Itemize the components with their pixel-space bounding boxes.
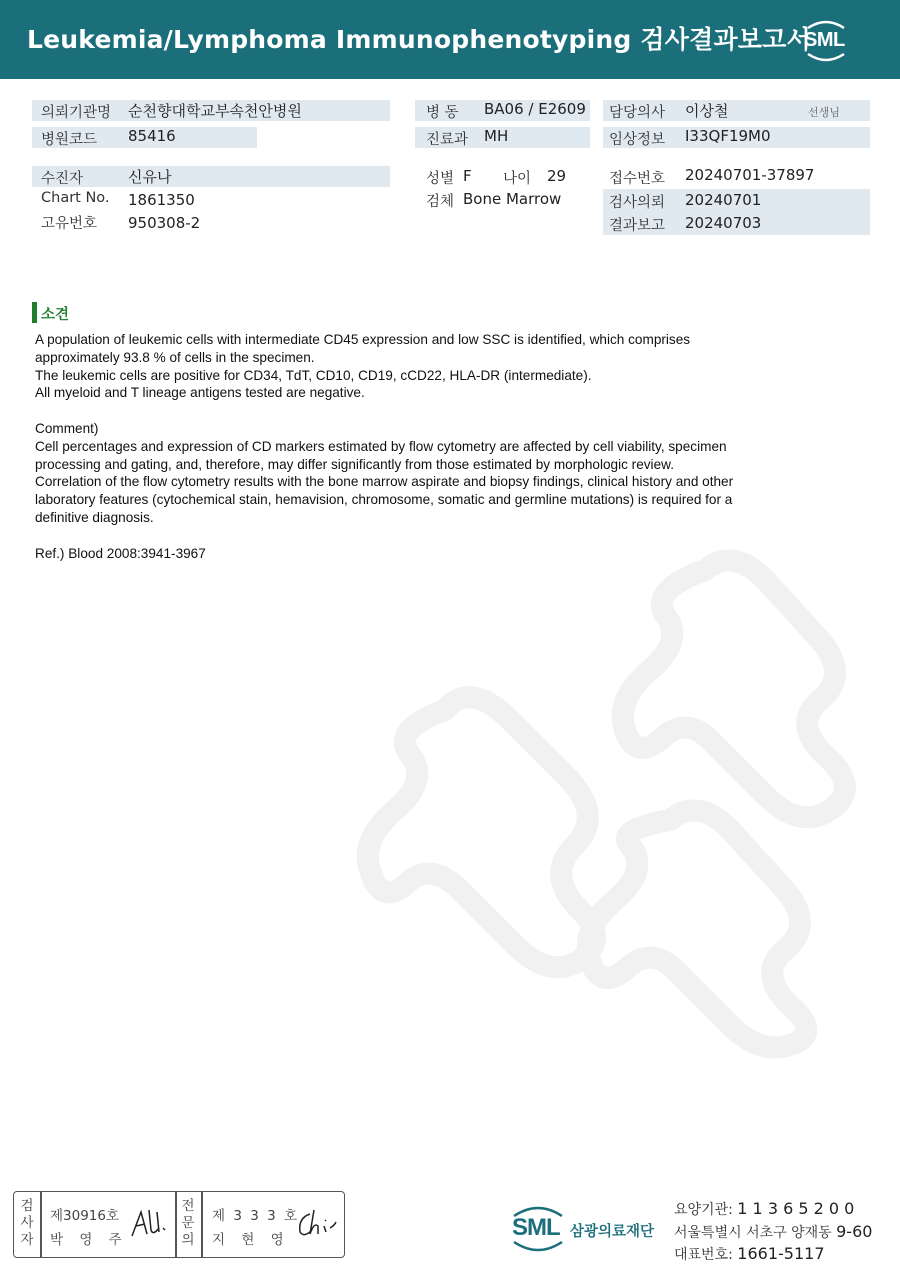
phone-label: 대표번호: <box>674 1247 733 1263</box>
examinee-value: 신유나 <box>128 168 172 186</box>
ward-label: 병 동 <box>426 105 459 121</box>
phone-value: 1661-5117 <box>737 1244 825 1263</box>
findings-title: 소견 <box>41 307 70 323</box>
findings-line: definitive diagnosis. <box>35 509 154 525</box>
findings-line: All myeloid and T lineage antigens tested are negative. <box>35 385 365 401</box>
findings-line: laboratory features (cytochemical stain, hemavision, chromosome, somatic and germline mutations) is required for a <box>35 492 733 508</box>
specimen-value: Bone Marrow <box>463 190 562 208</box>
hospital-code-label: 병원코드 <box>41 132 98 148</box>
footer-brand: 삼광의료재단 <box>570 1224 655 1240</box>
sex-value: F <box>463 167 472 185</box>
requesting-institution-value: 순천향대학교부속천안병원 <box>128 102 302 120</box>
tester-license: 제30916호 <box>50 1208 120 1224</box>
institution-no-value: 1 1 3 6 5 2 0 0 <box>737 1199 855 1218</box>
findings-line <box>35 402 825 420</box>
findings-body <box>35 331 825 562</box>
age-label: 나이 <box>503 171 532 187</box>
ward-value: BA06 / E2609 <box>484 100 586 118</box>
findings-line: The leukemic cells are positive for CD34, TdT, CD10, CD19, cCD22, HLA-DR (intermediate). <box>35 367 592 383</box>
specialist-label: 전 문 의 <box>181 1198 195 1248</box>
chart-no-value: 1861350 <box>128 191 195 209</box>
clinical-info-value: I33QF19M0 <box>685 127 771 145</box>
institution-no-label: 요양기관: <box>674 1202 733 1218</box>
section-accent-bar <box>32 302 37 323</box>
result-report-value: 20240703 <box>685 214 762 232</box>
doctor-value: 이상철 <box>685 102 729 120</box>
examinee-label: 수진자 <box>41 171 84 187</box>
footer-address <box>674 1222 872 1242</box>
doctor-label: 담당의사 <box>609 105 666 121</box>
signature-divider <box>40 1192 42 1257</box>
clinical-info-label: 임상정보 <box>609 132 666 148</box>
age-value: 29 <box>547 167 567 185</box>
specimen-label: 검체 <box>426 194 455 210</box>
sml-logo <box>800 14 852 66</box>
requesting-institution-label: 의뢰기관명 <box>41 105 112 121</box>
signature-divider <box>201 1192 203 1257</box>
tester-signature-icon <box>129 1206 169 1242</box>
unique-no-label: 고유번호 <box>41 216 98 232</box>
findings-line: Comment) <box>35 420 99 436</box>
tester-label: 검 사 자 <box>20 1198 34 1248</box>
specialist-license: 제 3 3 3 호 <box>212 1208 300 1224</box>
footer-phone <box>674 1244 825 1264</box>
chart-no-label: Chart No. <box>41 190 110 206</box>
test-request-value: 20240701 <box>685 191 762 209</box>
findings-line: Ref.) Blood 2008:3941-3967 <box>35 545 206 561</box>
test-request-label: 검사의뢰 <box>609 195 666 211</box>
cross-watermark-icon <box>350 540 890 1060</box>
report-title: Leukemia/Lymphoma Immunophenotyping 검사결과보고서 <box>27 25 811 54</box>
unique-no-value: 950308-2 <box>128 214 201 232</box>
sex-label: 성별 <box>426 171 455 187</box>
department-label: 진료과 <box>426 132 469 148</box>
findings-line: approximately 93.8 % of cells in the specimen. <box>35 349 315 365</box>
sml-logo-text: SML <box>804 29 845 51</box>
findings-line: processing and gating, and, therefore, may differ significantly from those estimated by morphologic review. <box>35 456 674 472</box>
address-no: 9-60 <box>836 1222 873 1241</box>
footer-institution-no <box>674 1199 854 1219</box>
report-header <box>0 0 900 79</box>
findings-line: Correlation of the flow cytometry results with the bone marrow aspirate and biopsy findings, clinical history and other <box>35 474 734 490</box>
specialist-signature-icon <box>296 1208 338 1240</box>
address-text: 서울특별시 서초구 양재동 <box>674 1225 832 1241</box>
tester-name: 박 영 주 <box>50 1232 128 1248</box>
signature-box <box>13 1191 345 1258</box>
footer-logo-text: SML <box>512 1214 560 1241</box>
findings-line: A population of leukemic cells with intermediate CD45 expression and low SSC is identified, which comprises <box>35 332 691 347</box>
department-value: MH <box>484 127 509 145</box>
receipt-no-value: 20240701-37897 <box>685 166 815 184</box>
result-report-label: 결과보고 <box>609 218 666 234</box>
receipt-no-label: 접수번호 <box>609 171 666 187</box>
findings-line: Cell percentages and expression of CD markers estimated by flow cytometry are affected by cell viability, specimen <box>35 438 727 454</box>
hospital-code-value: 85416 <box>128 127 176 145</box>
doctor-suffix: 선생님 <box>808 106 840 119</box>
field-bar <box>32 166 390 187</box>
specialist-name: 지 현 영 <box>212 1232 290 1248</box>
